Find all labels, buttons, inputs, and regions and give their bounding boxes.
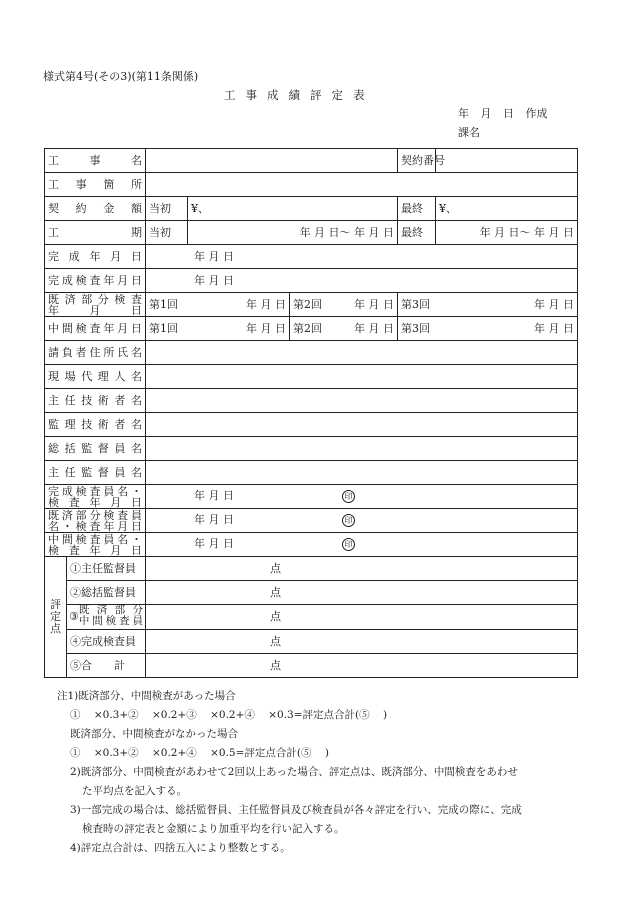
- label-dai2: 第2回: [293, 321, 322, 335]
- label-kansei-kensain-line1: 完成検査員名・: [48, 484, 142, 498]
- score-label-sokatsu: ②総括監督員: [67, 581, 146, 605]
- row-score-1: [45, 557, 578, 581]
- label-kansei-kensain-line2: 検 査 年 月 日: [48, 495, 142, 509]
- note-line: 3)一部完成の場合は、総括監督員、主任監督員及び検査員が各々評定を行い、完成の際に、完成: [70, 804, 522, 816]
- value-period-final[interactable]: 年 月 日〜 年 月 日: [436, 221, 578, 245]
- form-code: 様式第4号(その3)(第11条関係): [43, 70, 199, 83]
- score-value-total[interactable]: 点: [146, 654, 578, 678]
- label-sokatsu: 総括監督員名: [45, 437, 146, 461]
- ymd-text: 年 月 日: [354, 321, 395, 335]
- row-koki: [45, 221, 578, 245]
- label-shunin-gijutsu: 主任技術者名: [45, 389, 146, 413]
- score-label-kizumi-line2: 中間検査員: [78, 615, 143, 627]
- value-kizumi-2[interactable]: [290, 293, 398, 317]
- row-chukan-kensain: [45, 533, 578, 557]
- label-kizumi-kensa-line1: 既済部分検査: [48, 292, 142, 306]
- row-kansei-kensain: [45, 485, 578, 509]
- label-dai1: 第1回: [149, 321, 178, 335]
- row-sokatsu: [45, 437, 578, 461]
- row-genba: [45, 365, 578, 389]
- score-side-char: 評: [50, 598, 61, 611]
- value-chukan-2[interactable]: [290, 317, 398, 341]
- value-genba[interactable]: [146, 365, 578, 389]
- row-score-5: [45, 654, 578, 678]
- row-kanri-gijutsu: [45, 413, 578, 437]
- label-dai3: 第3回: [401, 321, 431, 335]
- note-line: 4)評定点合計は、四捨五入により整数とする。: [70, 842, 291, 854]
- score-label-shunin: ①主任監督員: [67, 557, 146, 581]
- score-value-kizumi[interactable]: 点: [146, 605, 578, 630]
- ymd-text: 年 月 日: [246, 297, 286, 311]
- score-side-char: 定: [50, 610, 61, 623]
- score-label-kizumi-line1: 既 済 部 分: [78, 604, 143, 616]
- ymd-text: 年 月 日: [246, 321, 286, 335]
- score-label-total: ⑤合 計: [67, 654, 146, 678]
- row-score-3: [45, 605, 578, 630]
- row-kizumi-kensa: [45, 293, 578, 317]
- label-chukan-kensain-line1: 中間検査員名・: [48, 532, 142, 546]
- note-formula: ① ×0.3+② ×0.2+③ ×0.2+④ ×0.3=評定点合計(⑤ ): [70, 709, 388, 721]
- ymd-text: 年 月 日: [534, 321, 575, 335]
- ymd-text: 年 月 日: [534, 297, 575, 311]
- label-ukeoi: 請負者住所氏名: [45, 341, 146, 365]
- seal-icon: 印: [342, 538, 355, 551]
- row-kansei-kensa-ymd: [45, 269, 578, 293]
- value-shunin-gijutsu[interactable]: [146, 389, 578, 413]
- document-title: 工事成績評定表: [224, 88, 375, 102]
- row-kizumi-kensain: [45, 509, 578, 533]
- note-line: 注1)既済部分、中間検査があった場合: [57, 690, 236, 702]
- note-line: た平均点を記入する。: [82, 785, 187, 797]
- row-koji-kasho: [45, 173, 578, 197]
- value-chukan-1[interactable]: [146, 317, 290, 341]
- section-name-field[interactable]: 課名: [458, 126, 480, 139]
- ymd-text: 年 月 日: [354, 297, 395, 311]
- value-amount-initial[interactable]: ¥、: [188, 197, 398, 221]
- label-keiyaku-bango: 契約番号: [398, 149, 436, 173]
- evaluation-table: [44, 148, 578, 678]
- row-shunin-gijutsu: [45, 389, 578, 413]
- value-koji-mei[interactable]: [146, 149, 398, 173]
- value-keiyaku-bango[interactable]: [436, 149, 578, 173]
- label-kizumi-kensain-line1: 既済部分検査員: [48, 508, 142, 522]
- label-kizumi-kensain-line2: 名・検査年月日: [48, 519, 142, 533]
- label-genba: 現場代理人名: [45, 365, 146, 389]
- note-formula: ① ×0.3+② ×0.2+④ ×0.5=評定点合計(⑤ ): [70, 747, 329, 759]
- ymd-text: 年 月 日: [194, 513, 234, 526]
- label-shunin-kantoku: 主任監督員名: [45, 461, 146, 485]
- score-value-kansei[interactable]: 点: [146, 630, 578, 654]
- label-toshho: 当初: [146, 197, 188, 221]
- label-kansei-kensa-ymd: 完成検査年月日: [45, 269, 146, 293]
- row-kansei-ymd: [45, 245, 578, 269]
- score-label-kizumi: [67, 605, 146, 630]
- ymd-text: 年 月 日: [194, 537, 234, 550]
- label-koji-kasho: 工 事 箇 所: [45, 173, 146, 197]
- label-koji-mei: 工 事 名: [45, 149, 146, 173]
- label-kizumi-kensa: [45, 293, 146, 317]
- value-ukeoi[interactable]: [146, 341, 578, 365]
- value-shunin-kantoku[interactable]: [146, 461, 578, 485]
- label-keiyaku-kingaku: 契 約 金 額: [45, 197, 146, 221]
- score-value-sokatsu[interactable]: 点: [146, 581, 578, 605]
- label-toshho: 当初: [146, 221, 188, 245]
- ymd-text: 年 月 日: [194, 489, 234, 502]
- row-shunin-kantoku: [45, 461, 578, 485]
- label-dai2: 第2回: [293, 297, 322, 311]
- value-chukan-3[interactable]: [398, 317, 578, 341]
- value-kansei-ymd[interactable]: 年 月 日: [146, 245, 578, 269]
- score-label-kizumi-prefix: ③: [69, 610, 79, 623]
- label-kansei-ymd: 完 成 年 月 日: [45, 245, 146, 269]
- score-side-char: 点: [50, 622, 61, 635]
- value-kanri-gijutsu[interactable]: [146, 413, 578, 437]
- value-kizumi-3[interactable]: [398, 293, 578, 317]
- note-line: 検査時の評定表と金額により加重平均を行い記入する。: [82, 823, 345, 835]
- label-kanri-gijutsu: 監理技術者名: [45, 413, 146, 437]
- label-dai1: 第1回: [149, 297, 178, 311]
- row-keiyaku-kingaku: [45, 197, 578, 221]
- label-saishu: 最終: [398, 197, 436, 221]
- value-koji-kasho[interactable]: [146, 173, 578, 197]
- label-chukan-kensain: [45, 533, 146, 557]
- row-ukeoi: [45, 341, 578, 365]
- note-line: 2)既済部分、中間検査があわせて2回以上あった場合、評定点は、既済部分、中間検査をあわせ: [70, 766, 518, 778]
- label-dai3: 第3回: [401, 297, 431, 311]
- label-chukan-kensain-line2: 検 査 年 月 日: [48, 543, 142, 557]
- row-chukan-kensa: [45, 317, 578, 341]
- row-score-2: [45, 581, 578, 605]
- seal-icon: 印: [342, 490, 355, 503]
- note-line: 既済部分、中間検査がなかった場合: [70, 728, 238, 740]
- score-value-shunin[interactable]: 点: [146, 557, 578, 581]
- value-period-initial[interactable]: 年 月 日〜 年 月 日: [188, 221, 398, 245]
- row-koji-mei: [45, 149, 578, 173]
- date-created-field[interactable]: 年 月 日 作成: [458, 107, 548, 120]
- score-side-label: [45, 557, 67, 678]
- label-kizumi-kensa-line2: 年 月 日: [48, 303, 142, 317]
- label-koki: 工 期: [45, 221, 146, 245]
- value-kansei-kensain[interactable]: [146, 485, 578, 509]
- notes-section: [57, 687, 577, 858]
- value-kansei-kensa-ymd[interactable]: 年 月 日: [146, 269, 578, 293]
- seal-icon: 印: [342, 514, 355, 527]
- value-chukan-kensain[interactable]: [146, 533, 578, 557]
- label-kizumi-kensain: [45, 509, 146, 533]
- label-saishu: 最終: [398, 221, 436, 245]
- label-kansei-kensain: [45, 485, 146, 509]
- value-sokatsu[interactable]: [146, 437, 578, 461]
- value-kizumi-kensain[interactable]: [146, 509, 578, 533]
- score-label-kansei: ④完成検査員: [67, 630, 146, 654]
- value-kizumi-1[interactable]: [146, 293, 290, 317]
- value-amount-final[interactable]: ¥、: [436, 197, 578, 221]
- row-score-4: [45, 630, 578, 654]
- label-chukan-kensa: 中間検査年月日: [45, 317, 146, 341]
